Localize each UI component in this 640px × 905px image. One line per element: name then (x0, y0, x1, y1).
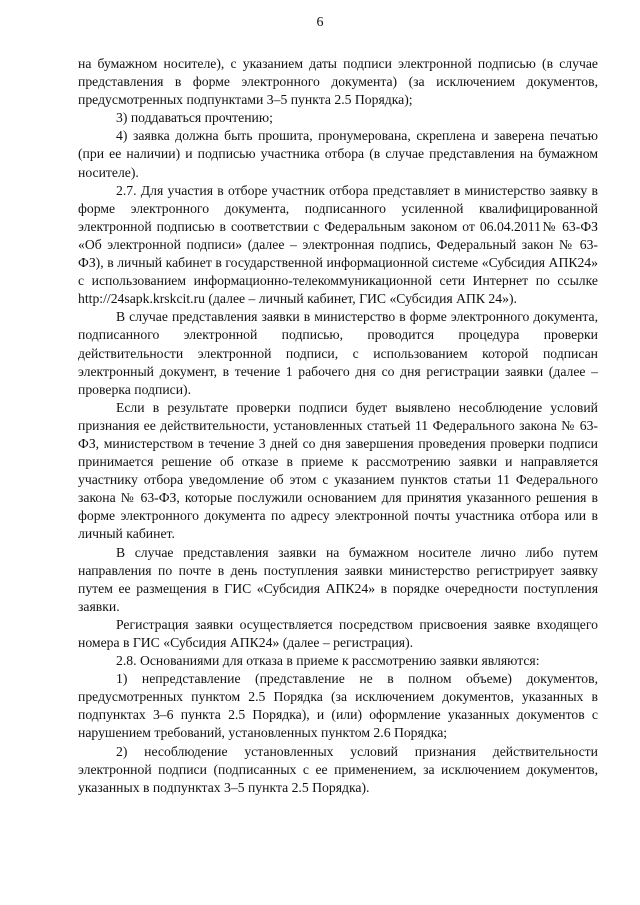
paragraph-item-4: 4) заявка должна быть прошита, пронумерована, скреплена и заверена печатью (при ее наличии) и подписью участника отбора (в случае представления на бумажном носителе). (78, 128, 598, 180)
paragraph-item-3: 3) поддаваться прочтению; (116, 110, 273, 126)
paragraph-verification-result: Если в результате проверки подписи будет выявлено несоблюдение условий признания ее действительности, установленных статьей 11 Федерального закона № 63-ФЗ, министерством в течение 3 дней со дня завершения проведения проверки подписи принимается решение об отказе в приеме к рассмотрению заявки и направляется участнику отбора уведомление об этом с указанием пунктов статьи 11 Федерального закона № 63-ФЗ, которые послужили основанием для принятия указанного решения в форме электронного документа по адресу электронной почты участника отбора или в личный кабинет. (78, 399, 598, 542)
paragraph-2-8: 2.8. Основаниями для отказа в приеме к рассмотрению заявки являются: (116, 653, 540, 669)
page-number: 6 (316, 15, 324, 30)
paragraph-continuation: на бумажном носителе), с указанием даты подписи электронной подписью (в случае представления в форме электронного документа) (за исключением документов, предусмотренных подпунктами 3–5 пункта 2.5 Порядка); (78, 56, 598, 108)
paragraph-paper-submission: В случае представления заявки на бумажном носителе лично либо путем направления по почте в день поступления заявки министерство регистрирует заявку путем ее размещения в ГИС «Субсидия АПК24» в порядке очередности поступления заявки. (78, 544, 598, 614)
paragraph-registration: Регистрация заявки осуществляется посредством присвоения заявке входящего номера в ГИС «Субсидия АПК24» (далее – регистрация). (78, 616, 598, 650)
paragraph-reason-1: 1) непредставление (представление не в полном объеме) документов, предусмотренных пунктом 2.5 Порядка (за исключением документов, указанных в подпунктах 3–6 пункта 2.5 Порядка), и (или) оформление указанных документов с нарушением требований, установленных пунктом 2.6 Порядка; (78, 671, 598, 741)
paragraph-2-7: 2.7. Для участия в отборе участник отбора представляет в министерство заявку в форме электронного документа, подписанного усиленной квалифицированной электронной подписью в соответствии с Федеральным законом от 06.04.2011№ 63-ФЗ «Об электронной подписи» (далее – электронная подпись, Федеральный закон № 63-ФЗ), в личный кабинет в государственной информационной системе «Субсидия АПК24» с использованием информационно-телекоммуникационной сети Интернет по ссылке http://24sapk.krskcit.ru (далее – личный кабинет, ГИС «Субсидия АПК 24»). (78, 182, 598, 307)
document-body (78, 55, 598, 797)
paragraph-reason-2: 2) несоблюдение установленных условий признания действительности электронной подписи (подписанных с ее применением, за исключением документов, указанных в подпунктах 3–5 пункта 2.5 Порядка). (78, 743, 598, 795)
paragraph-electronic-submission: В случае представления заявки в министерство в форме электронного документа, подписанного электронной подписью, проводится процедура проверки действительности электронной подписи, с использованием которой подписан электронный документ, в течение 1 рабочего дня со дня регистрации заявки (далее – проверка подписи). (78, 309, 598, 397)
